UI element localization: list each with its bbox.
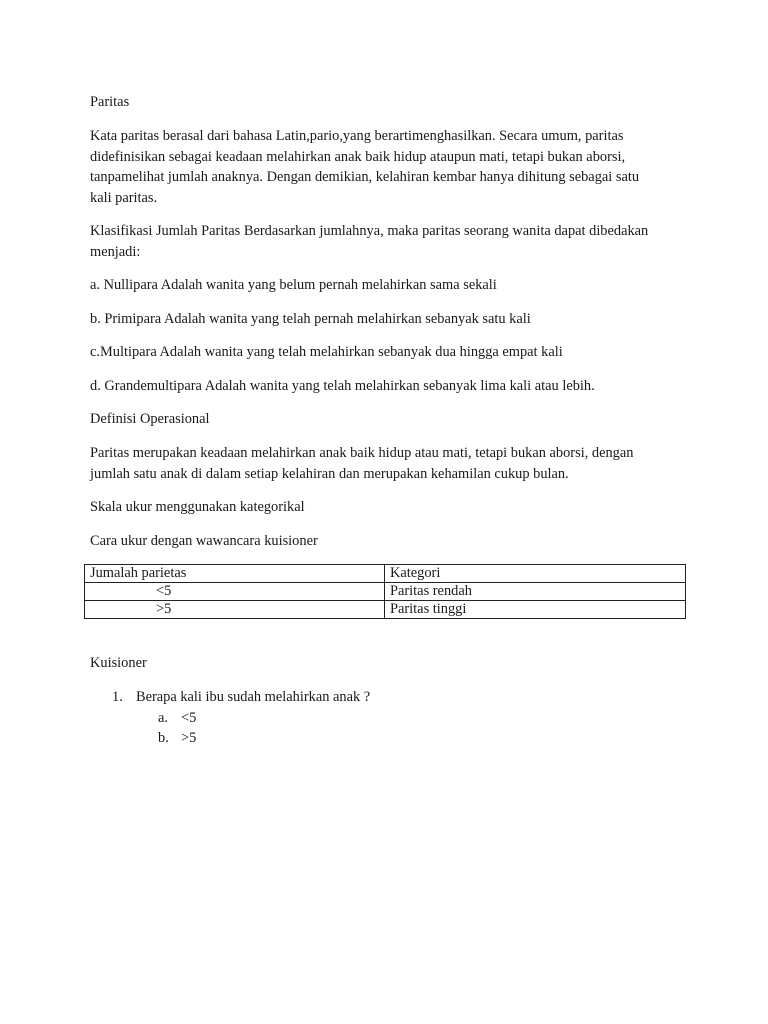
table-cell: <5: [85, 583, 385, 601]
table-header-cell: Kategori: [385, 565, 686, 583]
operational-heading: Definisi Operasional: [90, 411, 210, 427]
operational-definition-line-1: Paritas merupakan keadaan melahirkan anak baik hidup atau mati, tetapi bukan aborsi, dengan: [90, 445, 634, 461]
option-letter: a.: [158, 709, 168, 726]
parity-table: [84, 564, 686, 619]
option-text: <5: [181, 709, 197, 726]
classification-intro-line-2: menjadi:: [90, 243, 141, 260]
classification-item-nullipara: a. Nullipara Adalah wanita yang belum pernah melahirkan sama sekali: [90, 277, 497, 293]
classification-item-grandemultipara: d. Grandemultipara Adalah wanita yang telah melahirkan sebanyak lima kali atau lebih.: [90, 378, 595, 394]
table-header-cell: Jumalah parietas: [85, 565, 385, 583]
classification-item-primipara: b. Primipara Adalah wanita yang telah pernah melahirkan sebanyak satu kali: [90, 311, 531, 327]
definition-line-2: didefinisikan sebagai keadaan melahirkan anak baik hidup ataupun mati, tetapi bukan aborsi,: [90, 148, 626, 165]
operational-definition-line-2: jumlah satu anak di dalam setiap kelahiran dan merupakan kehamilan cukup bulan.: [90, 465, 569, 482]
table-cell: Paritas rendah: [385, 583, 686, 601]
definition-line-3: tanpamelihat jumlah anaknya. Dengan demikian, kelahiran kembar hanya dihitung sebagai satu: [90, 169, 640, 185]
option-text: >5: [181, 730, 197, 746]
scale-text: Skala ukur menggunakan kategorikal: [90, 499, 305, 515]
table-row: [85, 601, 686, 619]
classification-item-multipara: c.Multipara Adalah wanita yang telah melahirkan sebanyak dua hingga empat kali: [90, 344, 563, 360]
document-title: Paritas: [90, 94, 130, 110]
table-cell: >5: [85, 601, 385, 619]
question-text: Berapa kali ibu sudah melahirkan anak ?: [136, 689, 371, 705]
classification-intro-line-1: Klasifikasi Jumlah Paritas Berdasarkan jumlahnya, maka paritas seorang wanita dapat dibedakan: [90, 223, 649, 239]
table-row: [85, 583, 686, 601]
question-number: 1.: [112, 689, 123, 705]
table-header-row: [85, 565, 686, 583]
questionnaire-heading: Kuisioner: [90, 655, 147, 671]
definition-line-4: kali paritas.: [90, 189, 158, 206]
definition-line-1: Kata paritas berasal dari bahasa Latin,pario,yang berartimenghasilkan. Secara umum, paritas: [90, 128, 624, 144]
method-text: Cara ukur dengan wawancara kuisioner: [90, 533, 318, 549]
table-cell: Paritas tinggi: [385, 601, 686, 619]
option-letter: b.: [158, 730, 169, 746]
